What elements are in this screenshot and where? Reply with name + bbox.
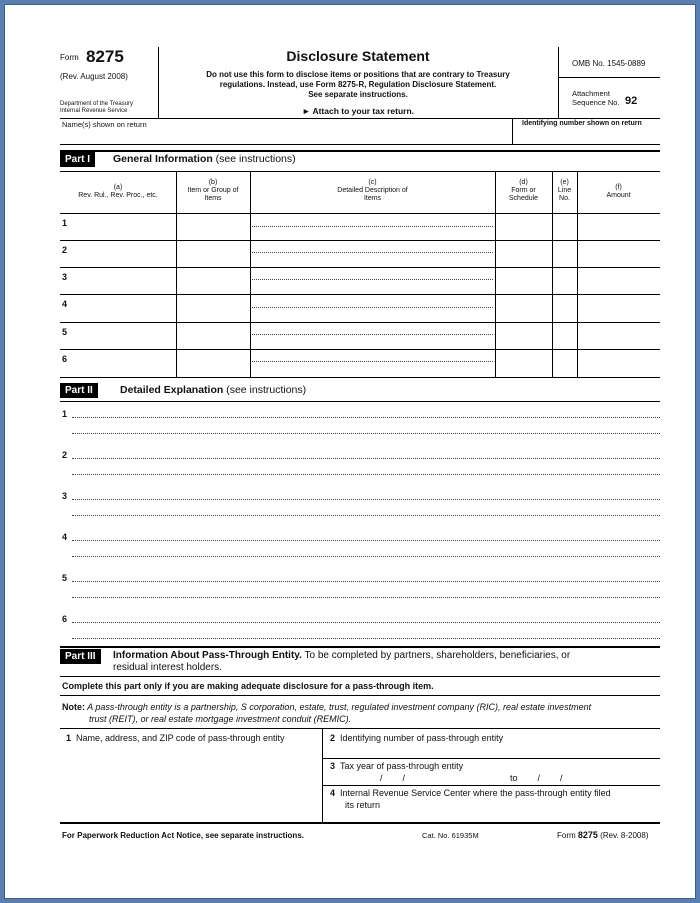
part1-title-rest: (see instructions) — [212, 153, 296, 165]
footer-form-id — [557, 830, 649, 840]
col-f-letter: (f) — [615, 184, 622, 191]
sequence-number: 92 — [625, 95, 638, 107]
part1-row-number: 2 — [62, 245, 68, 255]
header-divider-right — [558, 47, 559, 119]
complete-note-rule — [60, 695, 660, 696]
part2-row-number: 4 — [62, 532, 68, 542]
field2-num: 2 — [330, 733, 336, 743]
instructions-line-1: Do not use this form to disclose items or positions that are contrary to Treasury — [206, 70, 510, 79]
col-d-text: Form or Schedule — [508, 187, 539, 202]
pass-through-name-address-field[interactable] — [62, 747, 318, 819]
part1-col-d-line — [495, 171, 496, 377]
explanation-dotted-line — [72, 458, 660, 459]
explanation-dotted-line — [72, 622, 660, 623]
description-dotted-line — [252, 252, 493, 253]
part2-row-number: 6 — [62, 614, 68, 624]
omb-divider — [558, 77, 660, 78]
form-number: 8275 — [86, 47, 124, 66]
part2-row-number: 5 — [62, 573, 68, 583]
part2-title — [120, 384, 306, 396]
header-bottom-rule — [60, 118, 660, 119]
part1-row-rule — [60, 267, 660, 268]
field1-text: Name, address, and ZIP code of pass-through entity — [76, 733, 285, 743]
explanation-dotted-line — [72, 581, 660, 582]
id-number-label: Identifying number shown on return — [522, 120, 642, 127]
description-dotted-line — [252, 361, 493, 362]
part2-row-number: 3 — [62, 491, 68, 501]
field4-label-line2: its return — [345, 800, 381, 810]
name-divider — [512, 118, 513, 145]
part1-bottom-rule — [60, 377, 660, 378]
part2-tab: Part II — [60, 383, 98, 398]
part3-title-bottom-rule — [60, 676, 660, 677]
explanation-dotted-line — [72, 638, 660, 639]
explanation-dotted-line — [72, 515, 660, 516]
col-d-letter: (d) — [519, 179, 528, 186]
field2-bottom-rule — [322, 758, 660, 759]
irs-center-field[interactable] — [328, 811, 658, 821]
field3-num: 3 — [330, 761, 336, 771]
form-8275 — [60, 47, 660, 847]
part3-tab: Part III — [60, 649, 101, 664]
field4-label — [330, 788, 611, 798]
field1-num: 1 — [66, 733, 72, 743]
part1-col-c-line — [250, 171, 251, 377]
part1-row-rule — [60, 349, 660, 350]
note-bottom-rule — [60, 728, 660, 729]
field2-text: Identifying number of pass-through entity — [340, 733, 504, 743]
part1-tab: Part I — [60, 152, 95, 167]
part1-col-b-line — [176, 171, 177, 377]
name-row-bottom-rule — [60, 144, 660, 145]
catalog-number: Cat. No. 61935M — [422, 831, 479, 840]
col-a-letter: (a) — [113, 184, 123, 191]
footer-revision: (Rev. 8-2008) — [600, 831, 649, 840]
part1-row-rule — [60, 240, 660, 241]
part3-field-divider — [322, 728, 323, 822]
part2-row-number: 1 — [62, 409, 68, 419]
department-label: Department of the Treasury — [60, 101, 134, 107]
instructions-line-2: regulations. Instead, use Form 8275-R, Regulation Disclosure Statement. — [219, 80, 497, 89]
part1-row-rule — [60, 294, 660, 295]
col-a-text: Rev. Rul., Rev. Proc., etc. — [78, 192, 158, 199]
note-line-1 — [62, 702, 591, 712]
col-f-text: Amount — [606, 192, 631, 199]
part1-header-top-rule — [60, 171, 660, 172]
attach-instruction: ► Attach to your tax return. — [302, 106, 414, 116]
description-dotted-line — [252, 307, 493, 308]
part1-row-rule — [60, 322, 660, 323]
col-c-letter: (c) — [368, 179, 377, 186]
tax-year-date-fields[interactable]: / / to / / — [380, 773, 563, 783]
note-label: Note: — [62, 702, 85, 712]
part1-row-number: 1 — [62, 218, 68, 228]
field2-label — [330, 733, 503, 743]
document-page — [4, 4, 696, 899]
form-label: Form — [60, 53, 79, 62]
part2-top-rule — [60, 401, 660, 402]
note-text-1: A pass-through entity is a partnership, S corporation, estate, trust, regulated investment company (RIC), real estate investment — [85, 702, 592, 712]
col-d-header — [495, 179, 552, 203]
description-dotted-line — [252, 279, 493, 280]
part2-row-number: 2 — [62, 450, 68, 460]
irs-label: Internal Revenue Service — [60, 108, 128, 114]
explanation-dotted-line — [72, 597, 660, 598]
part3-title — [113, 650, 570, 661]
part1-row-number: 3 — [62, 272, 68, 282]
field1-label — [66, 733, 284, 743]
note-line-2: trust (REIT), or real estate mortgage investment conduit (REMIC). — [89, 714, 352, 724]
sequence-label: Sequence No. — [572, 98, 620, 107]
id-number-field[interactable] — [516, 129, 658, 143]
description-dotted-line — [252, 334, 493, 335]
description-dotted-line — [252, 226, 493, 227]
field3-label — [330, 761, 463, 771]
col-e-letter: (e) — [560, 179, 569, 186]
field3-bottom-rule — [322, 785, 660, 786]
explanation-dotted-line — [72, 474, 660, 475]
part1-header-bottom-rule — [60, 213, 660, 214]
name-label: Name(s) shown on return — [62, 120, 147, 129]
pass-through-id-field[interactable] — [328, 744, 658, 756]
form-title: Disclosure Statement — [286, 48, 430, 64]
col-b-header — [176, 179, 250, 203]
form-revision: (Rev. August 2008) — [60, 72, 128, 81]
explanation-dotted-line — [72, 417, 660, 418]
complete-note: Complete this part only if you are making adequate disclosure for a pass-through item. — [62, 681, 434, 691]
part2-title-rest: (see instructions) — [223, 384, 307, 396]
col-c-text: Detailed Description of Items — [337, 187, 408, 202]
field4-text: Internal Revenue Service Center where the pass-through entity filed — [340, 788, 611, 798]
part1-row-number: 6 — [62, 354, 68, 364]
col-c-header — [250, 179, 495, 203]
col-b-letter: (b) — [208, 179, 218, 186]
part3-title-rest: To be completed by partners, shareholders, beneficiaries, or — [301, 650, 571, 661]
col-e-text: Line No. — [557, 187, 572, 202]
part3-title-bold: Information About Pass-Through Entity. — [113, 650, 302, 661]
explanation-dotted-line — [72, 433, 660, 434]
form-bottom-rule — [60, 822, 660, 824]
explanation-dotted-line — [72, 540, 660, 541]
part1-title — [113, 153, 296, 165]
part3-title-line2: residual interest holders. — [113, 662, 222, 673]
part1-col-f-line — [577, 171, 578, 377]
field3-text: Tax year of pass-through entity — [340, 761, 464, 771]
col-e-header — [552, 179, 577, 203]
col-f-header — [577, 184, 660, 200]
part1-col-e-line — [552, 171, 553, 377]
paperwork-notice: For Paperwork Reduction Act Notice, see separate instructions. — [62, 831, 304, 840]
field4-num: 4 — [330, 788, 336, 798]
explanation-dotted-line — [72, 556, 660, 557]
part1-title-bold: General Information — [113, 153, 213, 165]
name-field[interactable] — [62, 129, 510, 143]
part1-top-rule — [60, 150, 660, 152]
footer-form-label: Form — [557, 831, 576, 840]
footer-form-number: 8275 — [577, 830, 598, 840]
col-b-text: Item or Group of Items — [187, 187, 239, 202]
omb-number: OMB No. 1545-0889 — [572, 59, 646, 68]
explanation-dotted-line — [72, 499, 660, 500]
part1-row-number: 5 — [62, 327, 68, 337]
part1-row-number: 4 — [62, 299, 68, 309]
instructions-line-3: See separate instructions. — [308, 90, 408, 99]
part2-title-bold: Detailed Explanation — [120, 384, 224, 396]
col-a-header — [60, 184, 176, 200]
part3-top-rule — [60, 646, 660, 648]
attachment-label: Attachment — [572, 89, 610, 98]
